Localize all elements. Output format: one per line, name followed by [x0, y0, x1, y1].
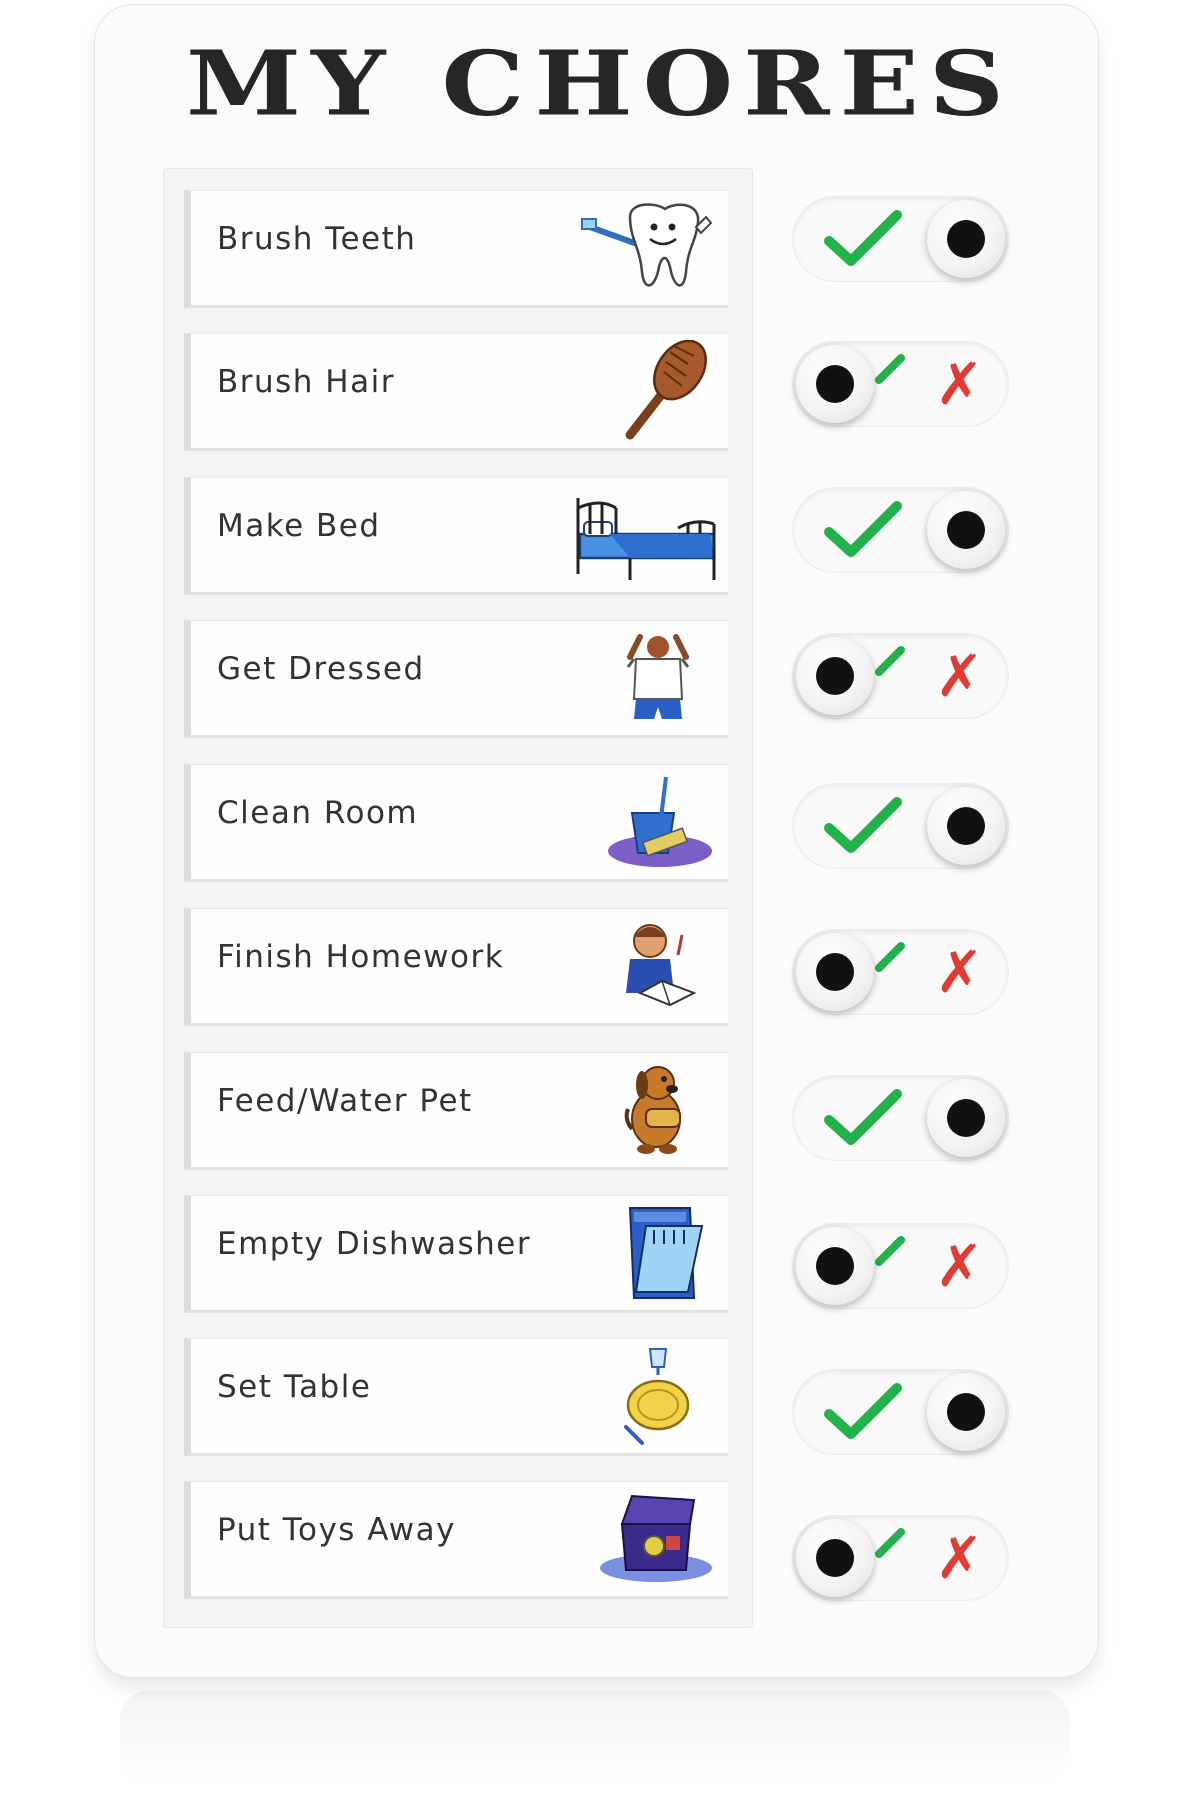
slider-knob[interactable]: [927, 200, 1005, 278]
check-icon: [871, 354, 905, 414]
chore-status-toggle[interactable]: [793, 197, 1008, 281]
chore-label: Clean Room: [217, 795, 419, 831]
chore-card: [184, 908, 728, 1026]
chore-status-toggle[interactable]: [793, 1224, 1008, 1308]
chore-card: [184, 620, 728, 738]
mop-bucket-icon: [570, 771, 720, 875]
chore-status-toggle[interactable]: [793, 784, 1008, 868]
slider-knob[interactable]: [796, 345, 874, 423]
chore-status-toggle[interactable]: [793, 930, 1008, 1014]
slider-knob[interactable]: [927, 1373, 1005, 1451]
check-icon: [823, 796, 903, 856]
check-icon: [871, 942, 905, 1002]
chore-status-toggle[interactable]: [793, 342, 1008, 426]
dog-icon: [570, 1059, 720, 1163]
check-icon: [823, 209, 903, 269]
chore-card: [184, 1052, 728, 1170]
homework-child-icon: [570, 915, 720, 1019]
chore-status-toggle[interactable]: [793, 634, 1008, 718]
plate-setting-icon: [570, 1345, 720, 1449]
toy-chest-icon: [570, 1488, 720, 1592]
slider-knob[interactable]: [927, 1079, 1005, 1157]
chore-label: Get Dressed: [217, 651, 425, 687]
cross-icon: ✗: [935, 350, 984, 418]
check-icon: [823, 500, 903, 560]
cross-icon: ✗: [935, 1524, 984, 1592]
chore-card: [184, 1195, 728, 1313]
slider-knob[interactable]: [796, 1227, 874, 1305]
chore-status-toggle[interactable]: [793, 488, 1008, 572]
bed-icon: [570, 484, 720, 588]
chore-label: Empty Dishwasher: [217, 1226, 532, 1262]
slider-knob[interactable]: [796, 1519, 874, 1597]
slider-knob[interactable]: [927, 491, 1005, 569]
chore-label: Brush Hair: [217, 364, 395, 400]
chore-card: [184, 333, 728, 451]
check-icon: [871, 1236, 905, 1296]
board-reflection: [120, 1690, 1070, 1785]
cross-icon: ✗: [935, 1232, 984, 1300]
slider-knob[interactable]: [796, 933, 874, 1011]
chore-card: [184, 1338, 728, 1456]
chore-status-toggle[interactable]: [793, 1076, 1008, 1160]
cross-icon: ✗: [935, 642, 984, 710]
dishwasher-icon: [570, 1202, 720, 1306]
chore-status-toggle[interactable]: [793, 1516, 1008, 1600]
chore-status-toggle[interactable]: [793, 1370, 1008, 1454]
chore-card: [184, 190, 728, 308]
chore-label: Set Table: [217, 1369, 372, 1405]
check-icon: [871, 646, 905, 706]
dressing-child-icon: [570, 627, 720, 731]
chore-label: Finish Homework: [217, 939, 505, 975]
hairbrush-icon: [570, 340, 720, 444]
chore-card: [184, 764, 728, 882]
page-title: MY CHORES: [185, 30, 1014, 136]
chore-card: [184, 1481, 728, 1599]
check-icon: [823, 1382, 903, 1442]
chore-label: Brush Teeth: [217, 221, 417, 257]
slider-knob[interactable]: [796, 637, 874, 715]
check-icon: [871, 1528, 905, 1588]
cross-icon: ✗: [935, 938, 984, 1006]
check-icon: [823, 1088, 903, 1148]
slider-knob[interactable]: [927, 787, 1005, 865]
chore-label: Put Toys Away: [217, 1512, 456, 1548]
tooth-icon: [570, 197, 720, 301]
chore-label: Feed/Water Pet: [217, 1083, 473, 1119]
chore-label: Make Bed: [217, 508, 381, 544]
chore-card: [184, 477, 728, 595]
